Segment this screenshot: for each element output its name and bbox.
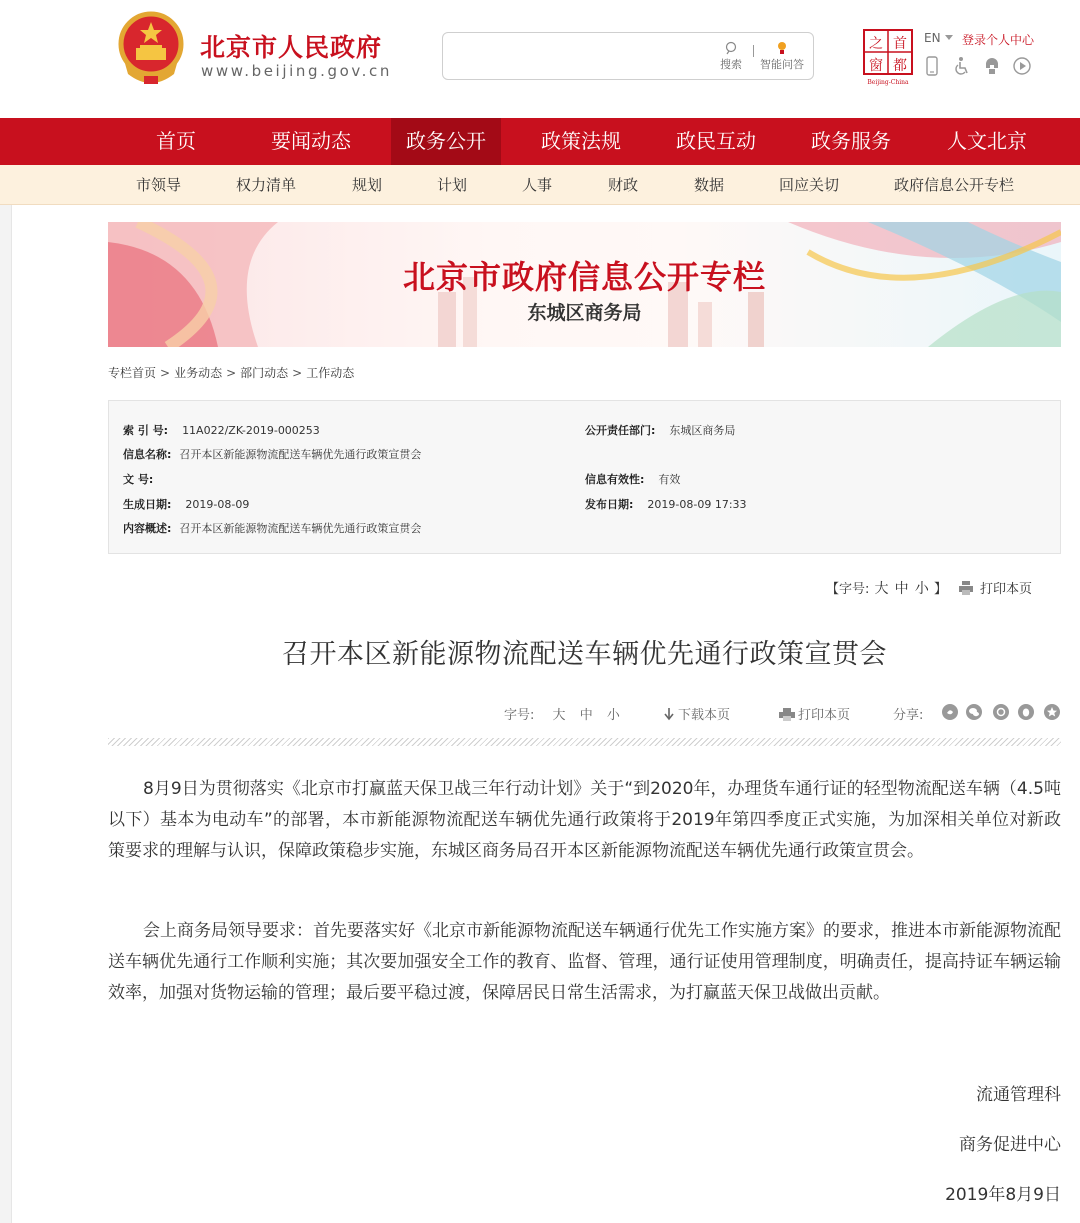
info-validity: [585, 471, 680, 487]
nav-item-culture[interactable]: 人文北京: [947, 129, 1027, 153]
search-input[interactable]: [449, 39, 705, 73]
info-dept: [585, 422, 735, 438]
national-emblem-icon[interactable]: [114, 10, 188, 88]
breadcrumb-separator: >: [160, 366, 171, 380]
font-size-open: 【字号:: [826, 582, 870, 597]
info-metadata-box: [108, 400, 1061, 554]
font-size-control: [826, 578, 947, 598]
print-icon: [958, 581, 974, 595]
capital-logo-char: 首: [893, 36, 907, 52]
info-value: 有效: [658, 473, 681, 486]
download-label: 下载本页: [678, 708, 731, 723]
subnav-item-personnel[interactable]: 人事: [522, 176, 553, 194]
signature-dept: 流通管理科: [976, 1085, 1061, 1105]
font-size-large[interactable]: 大: [874, 581, 889, 597]
ai-qa-icon: [775, 41, 789, 55]
column-banner: [108, 222, 1061, 347]
info-value: 东城区商务局: [669, 424, 736, 437]
search-icon: [724, 41, 738, 55]
signature-date: 2019年8月9日: [945, 1185, 1061, 1205]
capital-logo-caption: Beijing-China: [867, 79, 909, 86]
chevron-down-icon: [945, 35, 953, 40]
nav-item-policies[interactable]: 政策法规: [541, 129, 621, 153]
audio-icon[interactable]: [1012, 56, 1032, 76]
info-summary: [123, 520, 421, 536]
info-label: 索 引 号:: [123, 424, 169, 437]
subnav-item-info-column[interactable]: 政府信息公开专栏: [894, 176, 1015, 194]
subnav-item-leaders[interactable]: 市领导: [136, 176, 182, 194]
toolbar-font-large[interactable]: 大: [552, 708, 566, 723]
print-label: 打印本页: [980, 582, 1033, 597]
info-label: 信息名称:: [123, 448, 172, 461]
breadcrumb: [108, 364, 354, 381]
login-link[interactable]: 登录个人中心: [962, 33, 1035, 47]
info-label: 公开责任部门:: [585, 424, 656, 437]
nav-item-gov-affairs[interactable]: 政务公开: [391, 118, 501, 165]
info-value: 2019-08-09: [185, 498, 250, 511]
lang-switch[interactable]: EN: [924, 31, 941, 45]
print-icon: [778, 708, 796, 721]
capital-logo-char: 窗: [869, 58, 883, 74]
info-pub-date: [585, 496, 747, 512]
breadcrumb-item[interactable]: 业务动态: [174, 366, 223, 380]
search-divider: [753, 45, 754, 57]
article-paragraph: 8月9日为贯彻落实《北京市打赢蓝天保卫战三年行动计划》关于“到2020年，办理货车通行证的轻型物流配送车辆（4.5吨以下）基本为电动车”的部署，本市新能源物流配送车辆优先通行政策将于2019年第四季度正式实施，为加深相关单位对新政策要求的理解与认识，保障政策稳步实施，东城区商务局召开本区新能源物流配送车辆优先通行政策宣贯会。: [108, 779, 1061, 861]
info-value: 2019-08-09 17:33: [647, 498, 747, 511]
download-page-button[interactable]: [663, 704, 730, 723]
share-qzone-icon[interactable]: [993, 704, 1009, 720]
font-size-medium[interactable]: 中: [894, 581, 909, 597]
info-label: 发布日期:: [585, 498, 634, 511]
article-paragraph: 会上商务局领导要求：首先要落实好《北京市新能源物流配送车辆通行优先工作实施方案》的要求，推进本市新能源物流配送车辆优先通行工作顺利实施；其次要加强安全工作的教育、监督、管理，通行证使用管理制度，明确责任，提高持证车辆运输效率，加强对货物运输的管理；最后要平稳过渡，保障居民日常生活需求，为打赢蓝天保卫战做出贡献。: [108, 921, 1061, 1003]
toolbar-print-button[interactable]: [778, 704, 850, 723]
breadcrumb-separator: >: [226, 366, 237, 380]
left-gutter: [0, 205, 12, 1223]
toolbar-print-label: 打印本页: [798, 708, 851, 723]
share-weibo-icon[interactable]: [942, 704, 958, 720]
main-nav: [0, 118, 1080, 165]
ai-qa-label: 智能问答: [760, 58, 804, 71]
info-value: 召开本区新能源物流配送车辆优先通行政策宣贯会: [179, 448, 422, 461]
font-size-small[interactable]: 小: [914, 581, 929, 597]
article-title: 召开本区新能源物流配送车辆优先通行政策宣贯会: [282, 639, 887, 670]
site-title[interactable]: 北京市人民政府: [200, 33, 383, 62]
nav-item-services[interactable]: 政务服务: [811, 129, 891, 153]
accessibility-icon[interactable]: [952, 56, 972, 76]
search-label: 搜索: [720, 58, 742, 71]
capital-logo-char: 之: [869, 36, 883, 52]
share-more-icon[interactable]: [1044, 704, 1060, 720]
subnav-item-finance[interactable]: 财政: [608, 176, 639, 194]
breadcrumb-item[interactable]: 专栏首页: [108, 366, 157, 380]
site-url: www.beijing.gov.cn: [201, 62, 392, 80]
banner-title: 北京市政府信息公开专栏: [402, 258, 766, 296]
hatched-divider: [108, 738, 1061, 746]
print-page-button[interactable]: [958, 578, 1032, 597]
toolbar-font-size: [504, 704, 620, 723]
subnav-item-responses[interactable]: 回应关切: [779, 176, 840, 194]
breadcrumb-item[interactable]: 部门动态: [240, 366, 289, 380]
nav-item-home[interactable]: 首页: [156, 129, 196, 153]
info-value: 召开本区新能源物流配送车辆优先通行政策宣贯会: [179, 522, 422, 535]
info-name: [123, 446, 421, 462]
search-box: [442, 32, 814, 80]
info-label: 文 号:: [123, 473, 154, 486]
ai-qa-button[interactable]: [755, 39, 809, 75]
elderly-mode-icon[interactable]: [982, 56, 1002, 76]
signature-org: 商务促进中心: [959, 1135, 1061, 1155]
subnav-item-power-list[interactable]: 权力清单: [236, 176, 297, 194]
subnav-item-data[interactable]: 数据: [694, 176, 725, 194]
subnav-item-plans[interactable]: 计划: [437, 176, 468, 194]
breadcrumb-item[interactable]: 工作动态: [306, 366, 355, 380]
info-doc-number: [123, 471, 167, 487]
banner-subtitle: 东城区商务局: [527, 302, 642, 324]
toolbar-font-medium[interactable]: 中: [579, 708, 593, 723]
info-index: [123, 422, 320, 438]
capital-window-logo[interactable]: [862, 28, 914, 86]
subnav-item-planning[interactable]: 规划: [352, 176, 383, 194]
font-size-close: 】: [933, 582, 947, 597]
search-button[interactable]: [711, 39, 751, 75]
nav-item-interaction[interactable]: 政民互动: [676, 129, 756, 153]
info-label: 信息有效性:: [585, 473, 645, 486]
sub-nav: [0, 165, 1080, 205]
info-label: 内容概述:: [123, 522, 172, 535]
info-value: 11A022/ZK-2019-000253: [182, 424, 320, 437]
info-label: 生成日期:: [123, 498, 172, 511]
mobile-icon[interactable]: [922, 56, 942, 76]
toolbar-font-label: 字号:: [504, 708, 535, 723]
share-qq-icon[interactable]: [1018, 704, 1034, 720]
share-label: 分享:: [893, 708, 924, 723]
capital-logo-char: 都: [893, 58, 907, 74]
breadcrumb-separator: >: [292, 366, 303, 380]
site-header: [0, 0, 1080, 118]
nav-item-news[interactable]: 要闻动态: [271, 129, 351, 153]
share-wechat-icon[interactable]: [966, 704, 982, 720]
toolbar-font-small[interactable]: 小: [606, 708, 620, 723]
download-arrow-icon: [663, 708, 675, 721]
info-gen-date: [123, 496, 249, 512]
